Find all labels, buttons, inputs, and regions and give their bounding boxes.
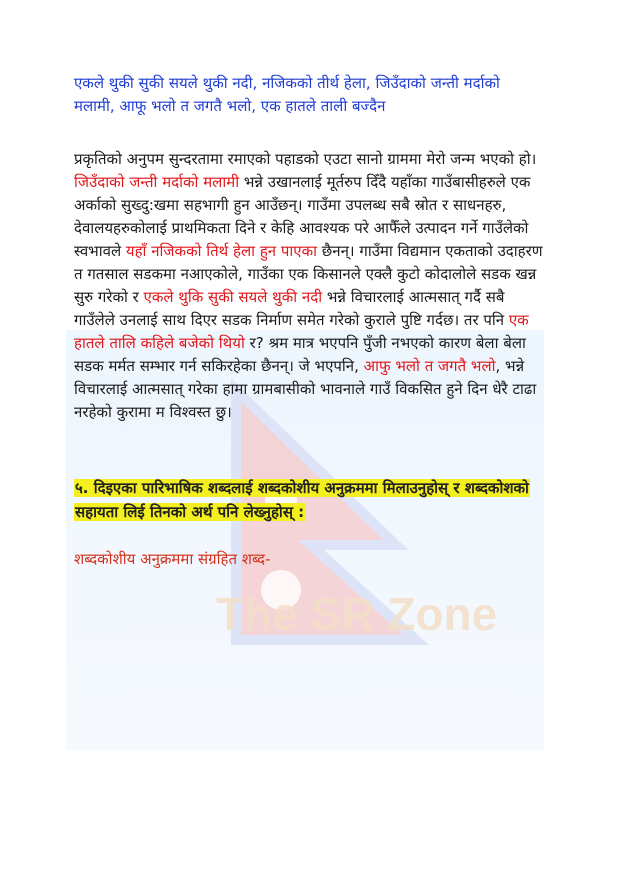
content <box>74 72 544 570</box>
watermark-text: The SR Zone <box>216 588 498 640</box>
proverb-highlight: यहाँ नजिकको तिर्थ हेला हुन पाएका <box>125 242 317 260</box>
highlighted-question-text: ५. दिइएका पारिभाषिक शब्दलाई शब्दकोशीय अनुक्रममा मिलाउनुहोस् र शब्दकोशको सहायता लिई तिनको अर्थ पनि लेख्नुहोस् : <box>75 479 529 521</box>
essay-paragraph <box>74 148 544 424</box>
proverb-highlight: आफु भलो त जगतै भलो <box>363 357 496 375</box>
paragraph-text: र? श्रम मात्र भएपनि पुँजी नभएको कारण बेला बेला सडक मर्मत सम्भार गर्न सकिरहेका छैनन्। जे भएपनि, <box>74 334 526 375</box>
question-5 <box>74 476 544 524</box>
paragraph-text: भन्ने उखानलाई मूर्तरुप दिँदै यहाँका गाउँबासीहरुले एक अर्काको सुख्दु:खमा सहभागी हुन आउँछन्। गाउँमा उपलब्ध सबै स्रोत र साधनहरु, देवालयहरुकोलाई प्राथमिकता दिने र केहि आवश्यक परे आफैँले उत्पादन गर्ने गाउँलेको स्वभावले <box>74 173 531 260</box>
paragraph-text: भन्ने विचारलाई आत्मसात् गर्दै सबै गाउँलेले उनलाई साथ दिएर सडक निर्माण समेत गरेको कुराले पुष्टि गर्दछ। तर पनि <box>74 288 509 329</box>
paragraph-text: प्रकृतिको अनुपम सुन्दरतामा रमाएको पहाडको एउटा सानो ग्राममा मेरो जन्म भएको हो। <box>74 150 537 168</box>
proverb-highlight: एकले थुकि सुकी सयले थुकी नदी <box>143 288 323 306</box>
proverbs-title: एकले थुकी सुकी सयले थुकी नदी, नजिकको तीर्थ हेला, जिउँदाको जन्ती मर्दाको मलामी, आफू भलो त जगतै भलो, एक हातले ताली बज्दैन <box>74 74 500 115</box>
proverb-highlight: जिउँदाको जन्ती मर्दाको मलामी <box>74 173 240 191</box>
proverb-highlight: एक हातले तालि कहिले बजेको थियो <box>74 311 529 352</box>
paragraph-text: छैनन्। गाउँमा विद्यमान एकताको उदाहरण त गतसाल सडकमा नआएकोले, गाउँका एक किसानले एक्लै कुटो कोदालोले सडक खन्न सुरु गरेको र <box>74 242 543 306</box>
paragraph-text: , भन्ने विचारलाई आत्मसात् गरेका हामा ग्रामबासीको भावनाले गाउँ विकसित हुने दिन धेरै टाढा नरहेको कुरामा म विश्वस्त छु। <box>74 357 537 421</box>
subheading: शब्दकोशीय अनुक्रममा संग्रहित शब्द- <box>74 550 271 568</box>
